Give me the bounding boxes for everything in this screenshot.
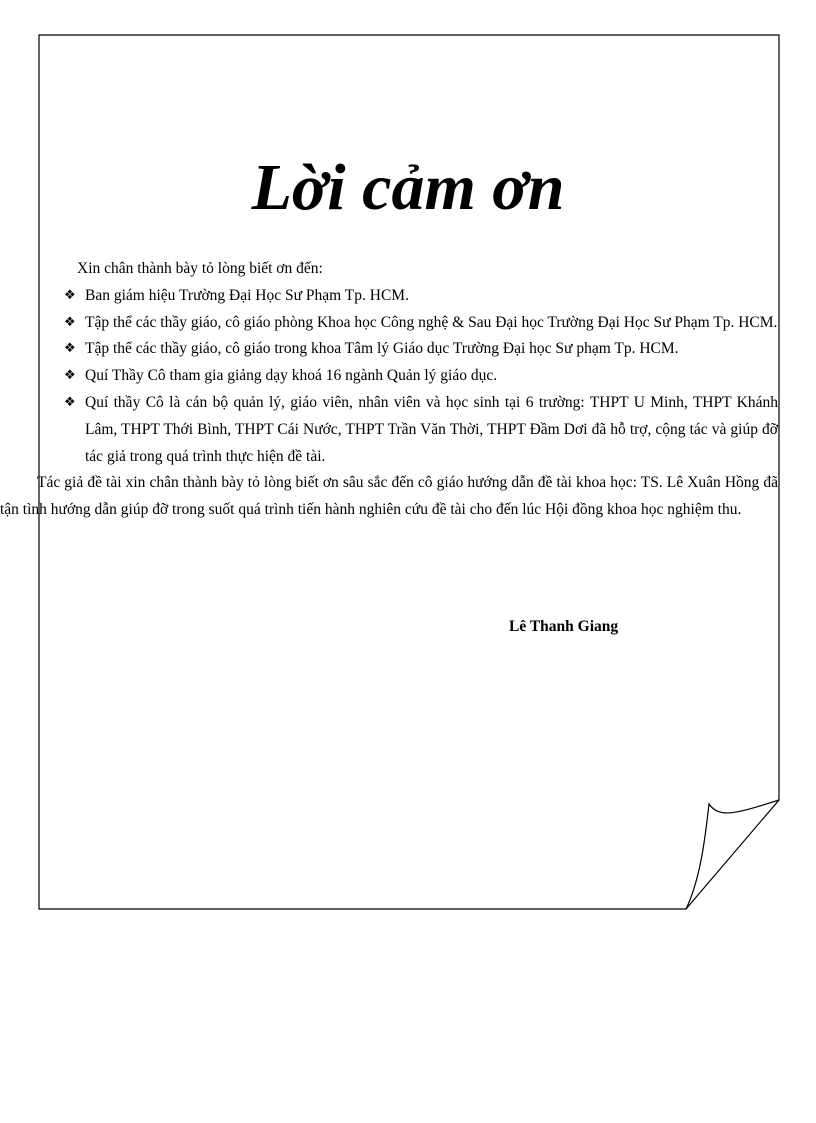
closing-paragraph: Tác giả đề tài xin chân thành bày tỏ lòng biết ơn sâu sắc đến cô giáo hướng dẫn đề tài khoa học: TS. Lê Xuân Hồng đã tận tình hướng dẫn giúp đỡ trong suốt quá trình tiến hành nghiên cứu đề tài cho đến lúc Hội đồng khoa học nghiệm thu. [0, 474, 778, 519]
list-item: ❖ Tập thể các thầy giáo, cô giáo trong khoa Tâm lý Giáo dục Trường Đại học Sư phạm Tp. HCM. [40, 336, 778, 363]
list-item: ❖ Quí thầy Cô là cán bộ quản lý, giáo viên, nhân viên và học sinh tại 6 trường: THPT U Minh, THPT Khánh Lâm, THPT Thới Bình, THPT Cái Nước, THPT Trần Văn Thời, THPT Đầm Dơi đã hỗ trợ, cộng tác và giúp đỡ tác giả trong quá trình thực hiện đề tài. [40, 390, 778, 470]
acknowledgement-list [40, 283, 778, 471]
diamond-bullet-icon: ❖ [64, 394, 76, 410]
diamond-bullet-icon: ❖ [64, 341, 76, 357]
diamond-bullet-icon: ❖ [64, 314, 76, 330]
intro-text: Xin chân thành bày tỏ lòng biết ơn đến: [77, 260, 323, 277]
diamond-bullet-icon: ❖ [64, 368, 76, 384]
diamond-bullet-icon: ❖ [64, 287, 76, 303]
list-item: ❖ Quí Thầy Cô tham gia giảng dạy khoá 16 ngành Quản lý giáo dục. [40, 363, 778, 390]
acknowledgement-body [0, 256, 778, 524]
list-item: ❖ Ban giám hiệu Trường Đại Học Sư Phạm Tp. HCM. [40, 283, 778, 310]
list-item: ❖ Tập thể các thầy giáo, cô giáo phòng Khoa học Công nghệ & Sau Đại học Trường Đại Học Sư Phạm Tp. HCM. [40, 310, 778, 337]
author-signature: Lê Thanh Giang [509, 618, 619, 635]
page-title: Lời cảm ơn [251, 151, 565, 224]
